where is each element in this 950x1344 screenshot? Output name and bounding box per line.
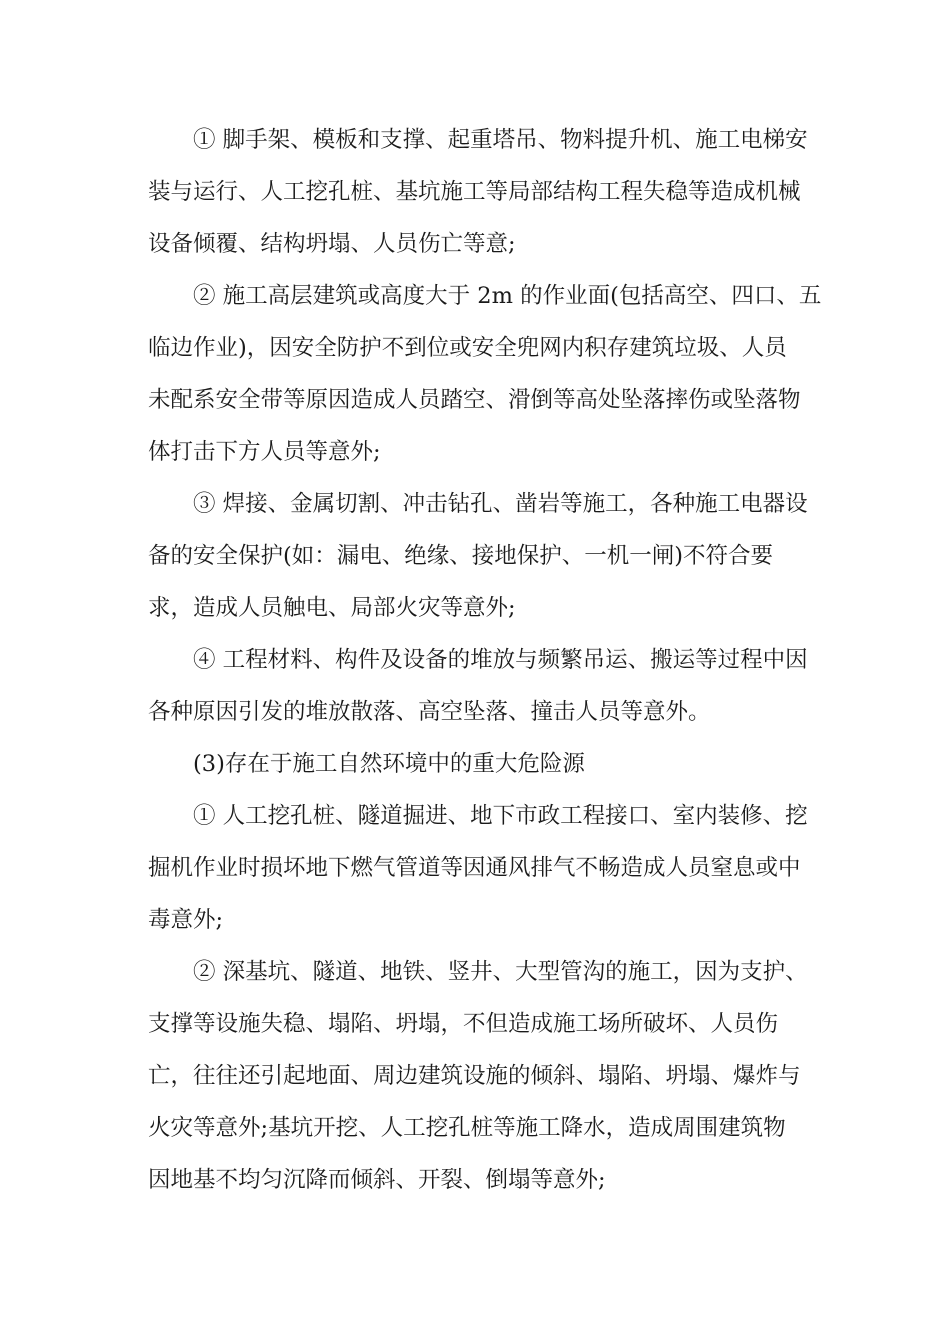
text-line: 亡，往往还引起地面、周边建筑设施的倾斜、塌陷、坍塌、爆炸与 [148,1063,801,1089]
text-line: 备的安全保护(如：漏电、绝缘、接地保护、一机一闸)不符合要 [148,543,774,569]
text-line: ② 深基坑、隧道、地铁、竖井、大型管沟的施工，因为支护、 [193,959,808,985]
text-line: 支撑等设施失稳、塌陷、坍塌，不但造成施工场所破坏、人员伤 [148,1011,779,1037]
text-line: 因地基不均匀沉降而倾斜、开裂、倒塌等意外; [148,1167,606,1193]
text-line: 毒意外; [148,907,224,933]
text-line: 体打击下方人员等意外; [148,439,381,465]
text-line: 掘机作业时损坏地下燃气管道等因通风排气不畅造成人员窒息或中 [148,855,801,881]
text-line: ③ 焊接、金属切割、冲击钻孔、凿岩等施工，各种施工电器设 [193,491,808,517]
text-line: 装与运行、人工挖孔桩、基坑施工等局部结构工程失稳等造成机械 [148,179,801,205]
text-line: ① 人工挖孔桩、隧道掘进、地下市政工程接口、室内装修、挖 [193,803,808,829]
paragraph-hazard-mechanical [148,114,808,270]
text-line: 求，造成人员触电、局部火灾等意外; [148,595,516,621]
text-line: 临边作业)，因安全防护不到位或安全兜网内积存建筑垃圾、人员 [148,335,787,361]
text-line: ② 施工高层建筑或高度大于 2m 的作业面(包括高空、四口、五 [193,283,822,309]
document-body [148,114,822,1206]
paragraph-hazard-electric [148,478,808,634]
section-heading-text: (3)存在于施工自然环境中的重大危险源 [193,751,585,777]
text-line: 设备倾覆、结构坍塌、人员伤亡等意; [148,231,516,257]
section-heading [148,738,804,790]
text-line: 各种原因引发的堆放散落、高空坠落、撞击人员等意外。 [148,699,711,725]
paragraph-env-hazard-suffocation [148,790,808,946]
text-line: 未配系安全带等原因造成人员踏空、滑倒等高处坠落摔伤或坠落物 [148,387,801,413]
paragraph-hazard-materials [148,634,808,738]
text-line: ① 脚手架、模板和支撑、起重塔吊、物料提升机、施工电梯安 [193,127,808,153]
text-line: 火灾等意外;基坑开挖、人工挖孔桩等施工降水，造成周围建筑物 [148,1115,786,1141]
text-line: ④ 工程材料、构件及设备的堆放与频繁吊运、搬运等过程中因 [193,647,808,673]
paragraph-env-hazard-collapse [148,946,808,1206]
paragraph-hazard-height [148,270,822,478]
